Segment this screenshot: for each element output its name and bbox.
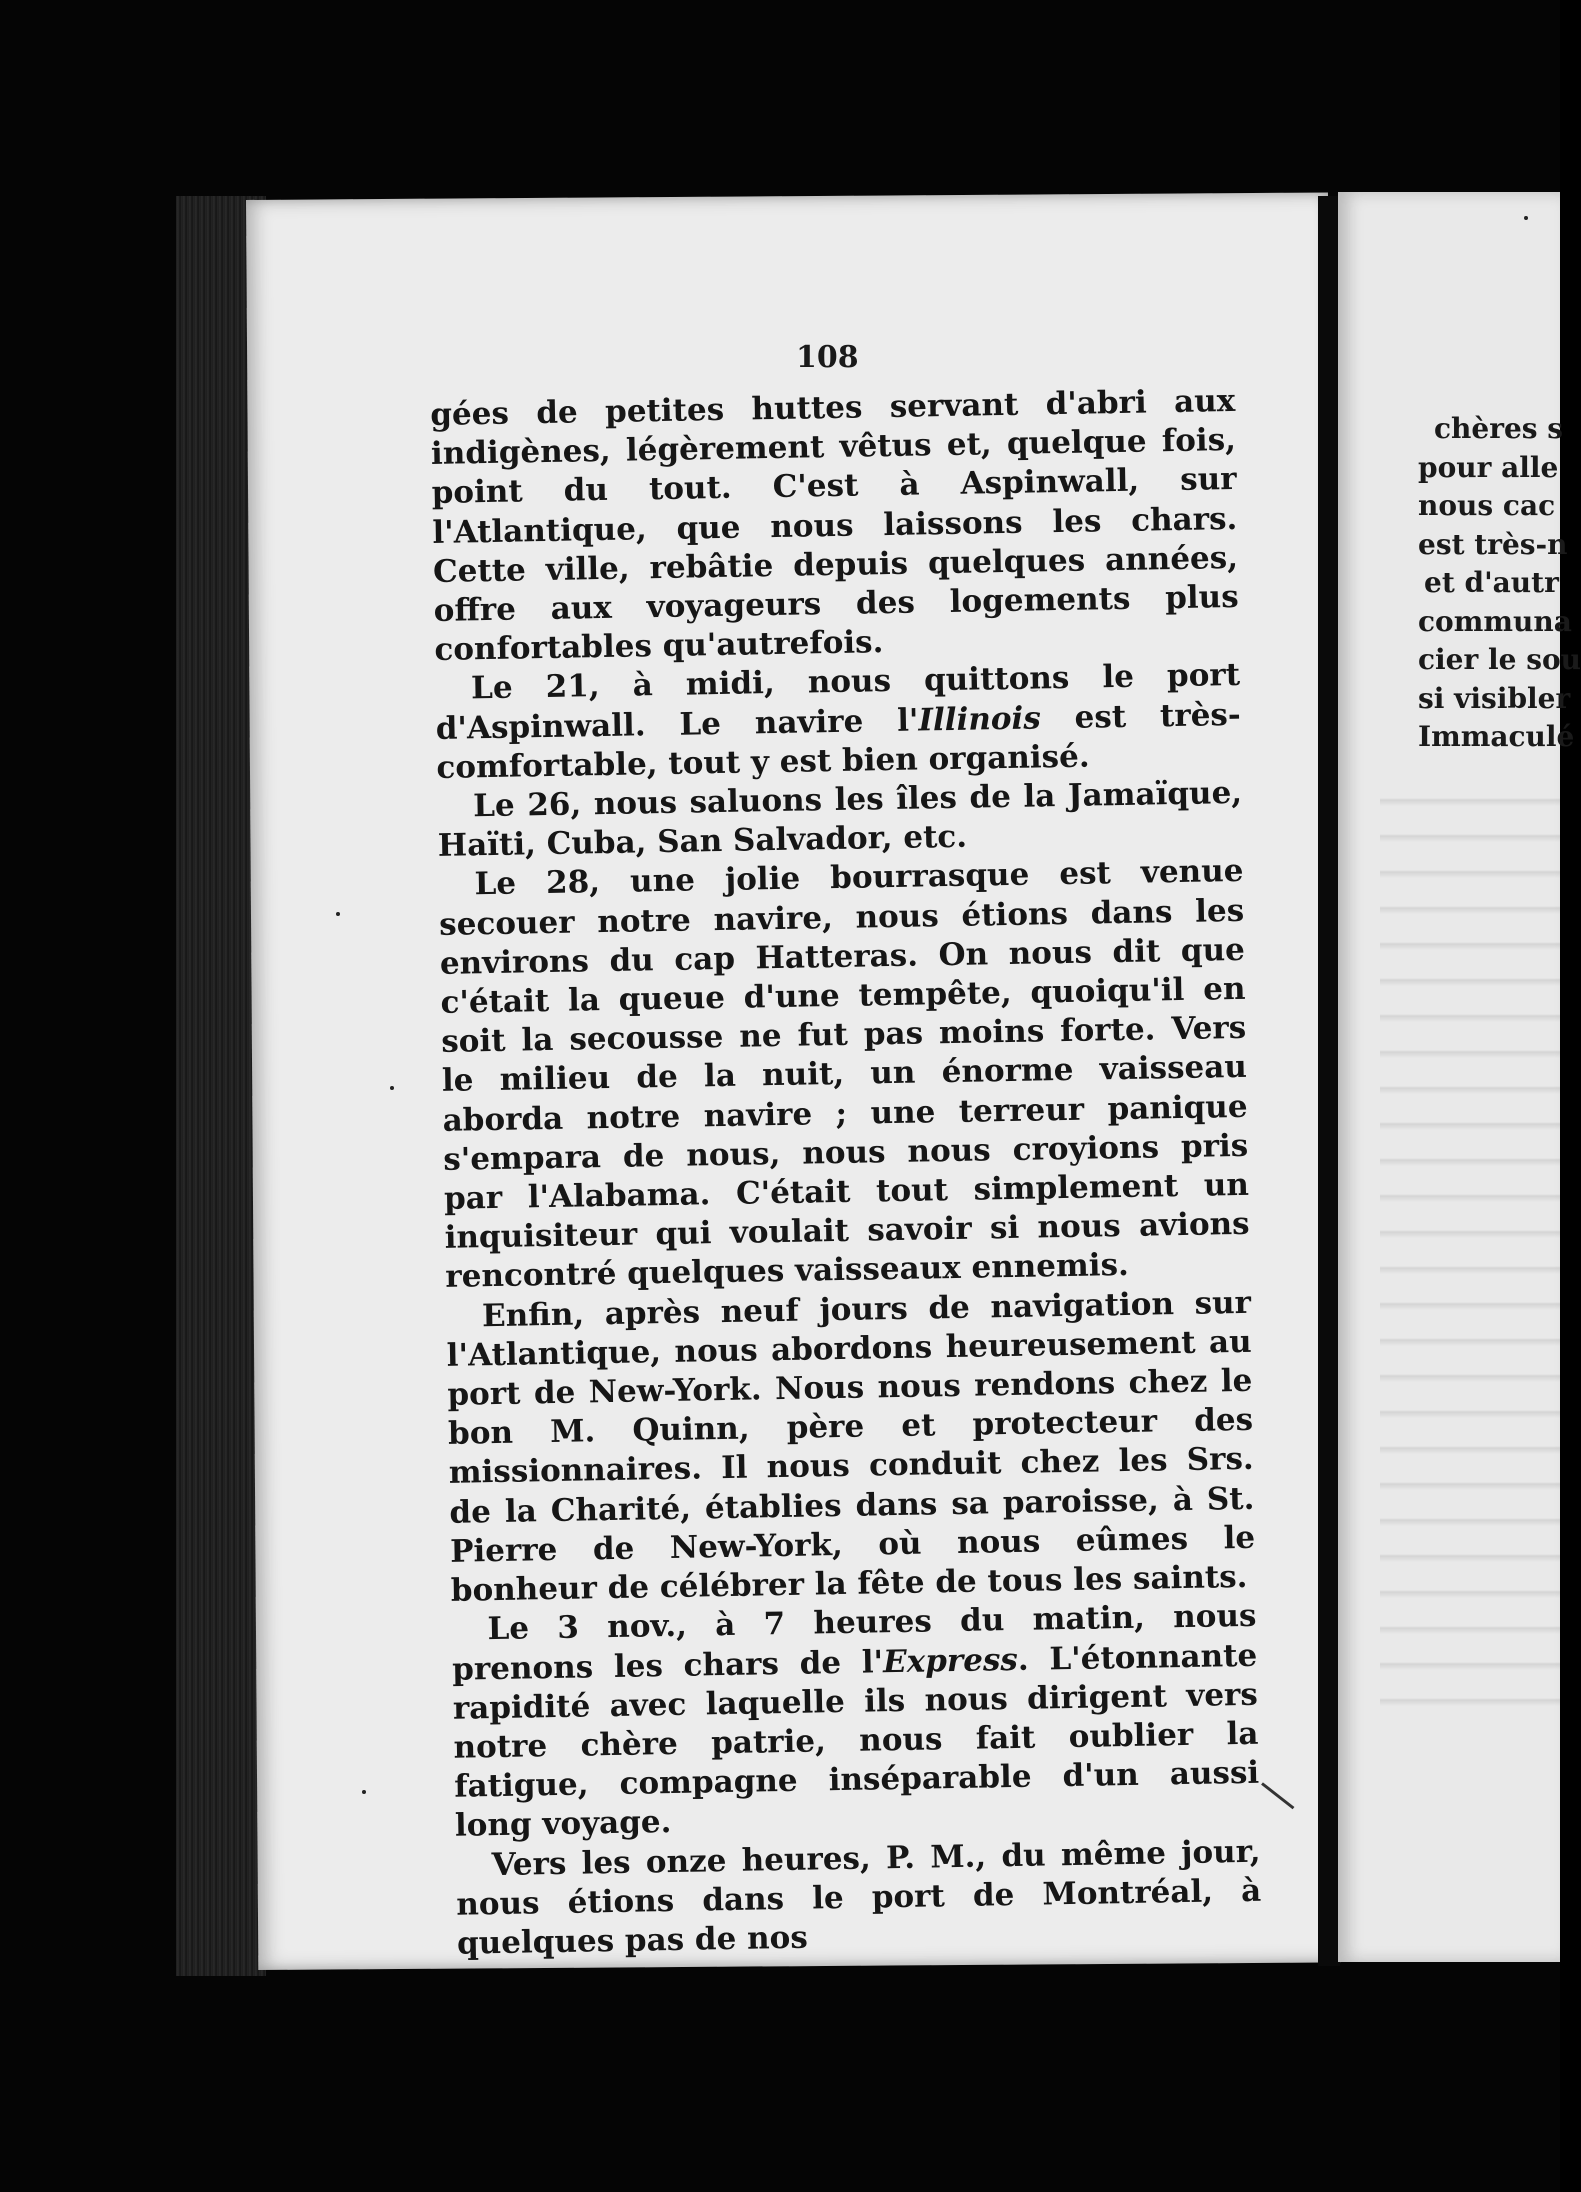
- right-line: est très-n: [1418, 527, 1568, 561]
- right-line: si visibler: [1418, 681, 1571, 715]
- paragraph-2: [435, 656, 1242, 788]
- left-page-text: [430, 382, 1262, 1964]
- right-line: et d'autr: [1424, 566, 1559, 599]
- paragraph-6-text-b: . L'étonnante rapidité avec laquelle ils nous dirigent vers notre chère patrie, nous fait oublier la fatigue, compagne inséparable d'un aussi long voyage.: [452, 1637, 1260, 1845]
- dust-speck: [390, 1086, 394, 1090]
- paragraph-4: Le 28, une jolie bourrasque est venue secouer notre navire, nous étions dans les environs du cap Hatteras. On nous dit que c'était la queue d'une tempête, quoiqu'il en soit la secousse ne fut pas moins forte. Vers le milieu de la nuit, un énorme vaisseau aborda notre navire ; une terreur panique s'empara de nous, nous nous croyions pris par l'Alabama. C'était tout simplement un inquisiteur qui voulait savoir si nous avions rencontré quelques vaisseaux ennemis.: [438, 853, 1250, 1296]
- paragraph-2-text-b: est très-comfortable, tout y est bien organisé.: [436, 696, 1241, 786]
- page-number: 108: [796, 340, 859, 375]
- book-gutter: [1318, 196, 1340, 1966]
- paragraph-6-text-a: Le 3 nov., à 7 heures du matin, nous prenons les chars de l': [451, 1598, 1257, 1688]
- bleed-through-text: [1380, 770, 1560, 1720]
- paragraph-2-text-a: Le 21, à midi, nous quittons le port d'Aspinwall. Le navire l': [435, 657, 1241, 747]
- dust-speck: [336, 912, 340, 916]
- paragraph-6: [451, 1597, 1260, 1846]
- right-line: chères s: [1434, 412, 1564, 445]
- right-line: pour alle: [1418, 450, 1559, 484]
- ship-name-illinois: Illinois: [918, 700, 1042, 739]
- right-line: communa: [1418, 604, 1572, 638]
- paragraph-3: Le 26, nous saluons les îles de la Jamaïque, Haïti, Cuba, San Salvador, etc.: [437, 774, 1243, 865]
- paragraph-1: gées de petites huttes servant d'abri aux indigènes, légèrement vêtus et, quelque fois, point du tout. C'est à Aspinwall, sur l'Atlantique, que nous laissons les chars. Cette ville, rebâtie depuis quelques années, offre aux voyageurs des logements plus confortables qu'autrefois.: [430, 382, 1239, 669]
- paragraph-5: Enfin, après neuf jours de navigation sur l'Atlantique, nous abordons heureusement au port de New-York. Nous nous rendons chez le bon M. Quinn, père et protecteur des missionnaires. Il nous conduit chez les Srs. de la Charité, établies dans sa paroisse, à St. Pierre de New-York, où nous eûmes le bonheur de célébrer la fête de tous les saints.: [446, 1284, 1256, 1609]
- right-line: nous cac: [1418, 489, 1556, 522]
- right-page-text: [1418, 410, 1581, 757]
- train-name-express: Express: [882, 1641, 1019, 1680]
- dust-speck: [362, 1790, 366, 1794]
- dust-speck: [1524, 216, 1528, 220]
- right-line: Immaculé: [1418, 720, 1575, 753]
- right-line: cier le sou: [1418, 643, 1581, 676]
- paragraph-7: Vers les onze heures, P. M., du même jour, nous étions dans le port de Montréal, à quelques pas de nos: [456, 1833, 1262, 1962]
